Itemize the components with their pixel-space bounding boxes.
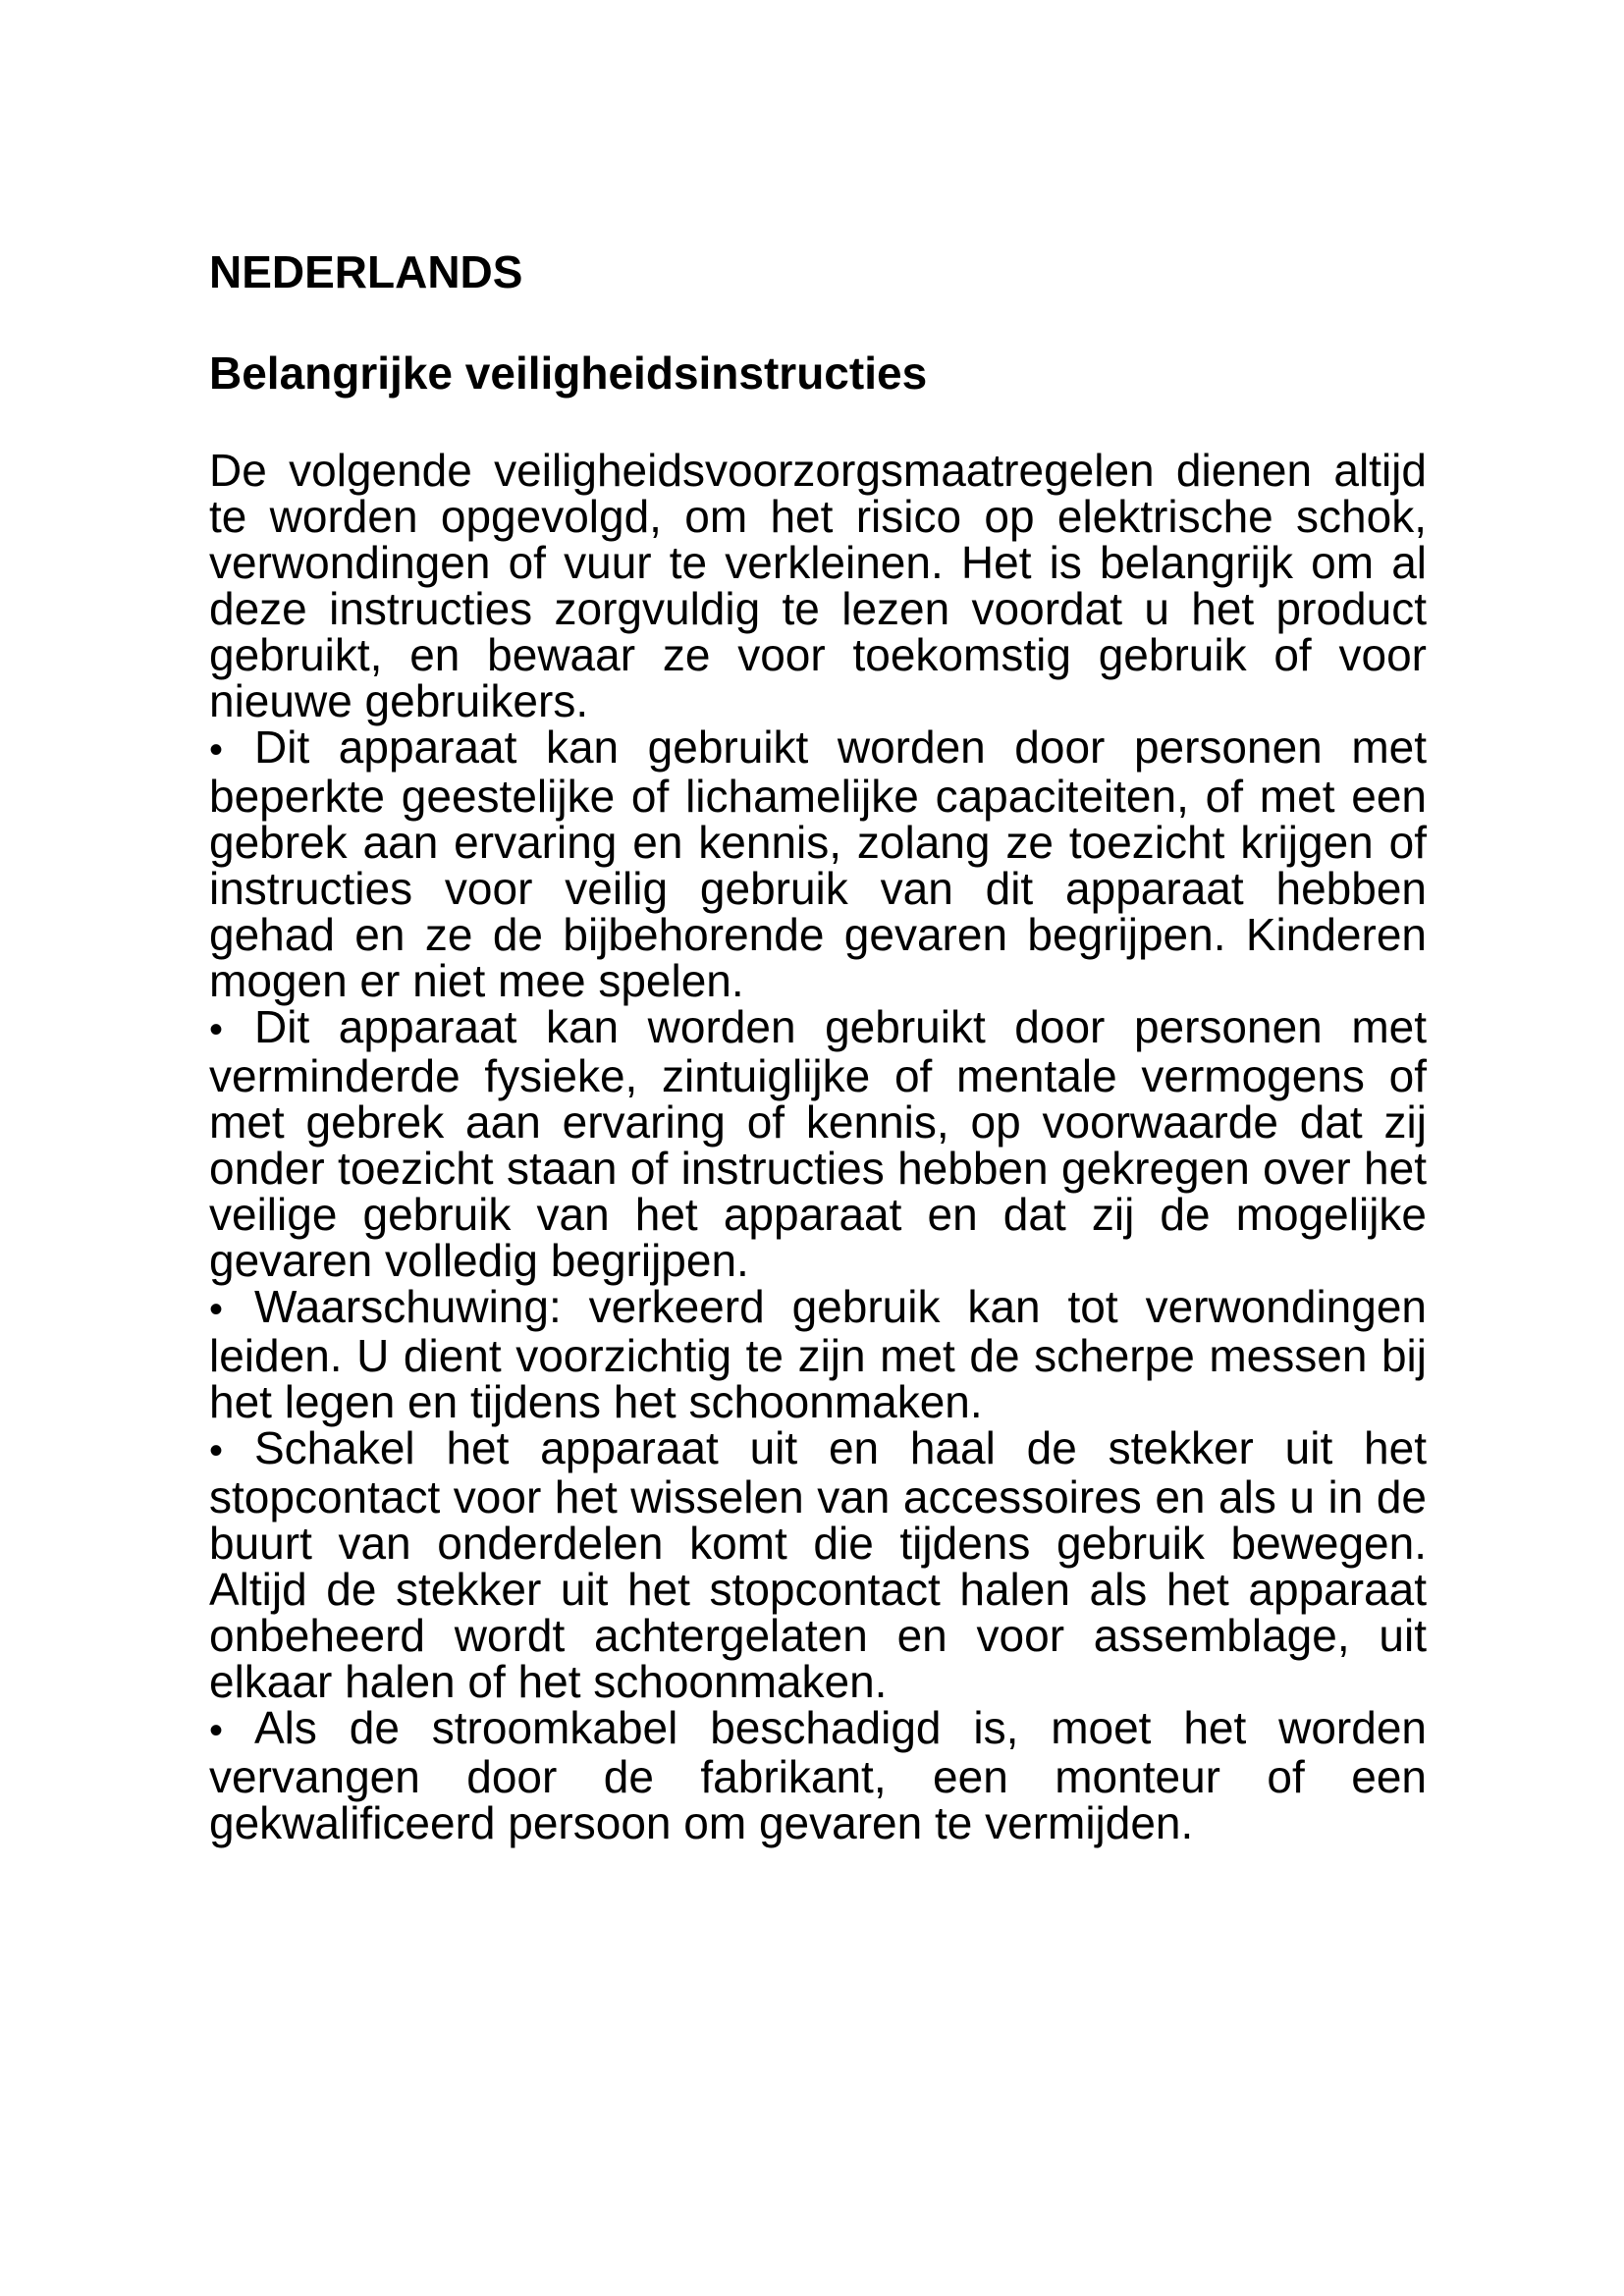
- list-item: [209, 1281, 1427, 1428]
- list-item-text: Als de stroomkabel beschadigd is, moet het worden vervangen door de fabrikant, een monteur of een gekwalificeerd persoon om gevaren te vermijden.: [209, 1702, 1427, 1849]
- list-item-text: Waarschuwing: verkeerd gebruik kan tot verwondingen leiden. U dient voorzichtig te zijn met de scherpe messen bij het legen en tijdens het schoonmaken.: [209, 1281, 1427, 1428]
- list-item: [209, 721, 1427, 1007]
- bullet-icon: •: [209, 1008, 224, 1052]
- bullet-icon: •: [209, 728, 224, 773]
- list-item-text: Dit apparaat kan worden gebruikt door personen met verminderde fysieke, zintuiglijke of mentale vermogens of met gebrek aan ervaring of kennis, op voorwaarde dat zij onder toezicht staan of instructies hebben gekregen over het veilige gebruik van het apparaat en dat zij de mogelijke gevaren volledig begrijpen.: [209, 1001, 1427, 1287]
- bullet-icon: •: [209, 1709, 224, 1753]
- bullet-icon: •: [209, 1429, 224, 1473]
- document-page: [209, 245, 1427, 1849]
- bullet-icon: •: [209, 1288, 224, 1332]
- intro-paragraph: De volgende veiligheidsvoorzorgsmaatregelen dienen altijd te worden opgevolgd, om het risico op elektrische schok, verwondingen of vuur te verkleinen. Het is belangrijk om al deze instructies zorgvuldig te lezen voordat u het product gebruikt, en bewaar ze voor toekomstig gebruik of voor nieuwe gebruikers.: [209, 445, 1427, 727]
- safety-instructions-list: [209, 721, 1427, 1849]
- list-item-text: Dit apparaat kan gebruikt worden door personen met beperkte geestelijke of lichamelijke capaciteiten, of met een gebrek aan ervaring en kennis, zolang ze toezicht krijgen of instructies voor veilig gebruik van dit apparaat hebben gehad en ze de bijbehorende gevaren begrijpen. Kinderen mogen er niet mee spelen.: [209, 721, 1427, 1007]
- language-heading: NEDERLANDS: [209, 246, 523, 297]
- list-item: [209, 1422, 1427, 1708]
- list-item-text: Schakel het apparaat uit en haal de stekker uit het stopcontact voor het wisselen van accessoires en als u in de buurt van onderdelen komt die tijdens gebruik bewegen. Altijd de stekker uit het stopcontact halen als het apparaat onbeheerd wordt achtergelaten en voor assemblage, uit elkaar halen of het schoonmaken.: [209, 1422, 1427, 1708]
- list-item: [209, 1001, 1427, 1287]
- safety-instructions-body: [209, 445, 1427, 1849]
- list-item: [209, 1702, 1427, 1849]
- section-heading: Belangrijke veiligheidsinstructies: [209, 347, 928, 400]
